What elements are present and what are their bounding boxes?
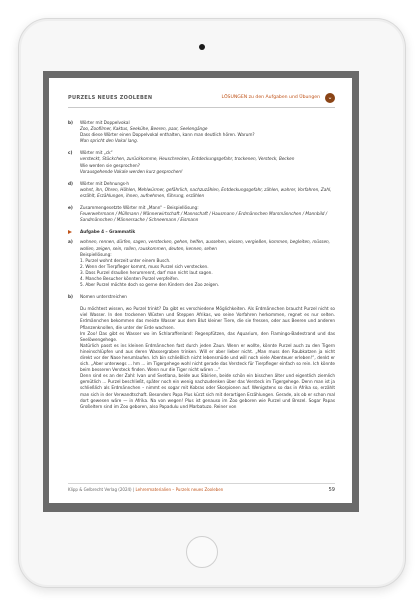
item-line: Feuerwehrmann / Müllmann / Männerwirtschaft / Mannschaft / Hausmann / Erdmännchen Marsmännchen / Mannbild / Sandmännchen / Männersache / Schneemann / Eismann <box>80 211 328 223</box>
header-book-title: PURZELS NEUES ZOOLEBEN <box>68 95 153 101</box>
item-line: Beispiellösung: <box>80 251 112 257</box>
answer-item <box>68 150 335 174</box>
answer-item <box>68 120 335 144</box>
footer-source: Lehrermaterialien – Purzels neues Zooleben <box>135 487 224 492</box>
story-text <box>68 306 335 410</box>
item-line: Man spricht den Vokal lang. <box>80 138 139 144</box>
item-line: Nomen unterstreichen <box>80 294 127 300</box>
item-line: Dass diese Wörter einen Doppelvokal enthalten, kann man deutlich hören. Warum? <box>80 132 255 138</box>
item-label: b) <box>68 120 73 125</box>
item-line: Wie werden sie gesprochen? <box>80 162 140 168</box>
tablet-screen <box>43 71 359 512</box>
document-page <box>49 78 352 503</box>
home-button[interactable] <box>186 536 218 568</box>
item-line: 3. Dass Purzel draußen herumrennt, darf man nicht laut sagen. <box>80 269 213 275</box>
item-label: e) <box>68 205 73 211</box>
answer-item <box>68 239 335 288</box>
item-label: d) <box>68 180 73 186</box>
item-line: Wörter mit Doppelvokal <box>80 120 130 125</box>
header-section-title: LÖSUNGEN zu den Aufgaben und Übungen <box>221 95 320 100</box>
section-title: Aufgabe 4 – Grammatik <box>80 229 136 235</box>
item-line: Zoo, Zoofilmer, Kaktus, Seekühe, Beeren, paar, Seelengänge <box>80 126 208 132</box>
item-line: 2. Wenn der Tierpfleger kommt, muss Purzel sich verstecken. <box>80 263 209 269</box>
item-label: c) <box>68 150 73 156</box>
item-line: Wörter mit „ck“ <box>80 150 113 156</box>
item-line: 4. Manche Besucher könnten Purzel verpfeifen. <box>80 275 180 281</box>
chevron-down-icon[interactable]: ⌄ <box>325 93 335 103</box>
answer-item <box>68 181 335 199</box>
front-camera <box>199 44 205 50</box>
item-label: b) <box>68 294 73 300</box>
footer-publisher: Klipp & Gelbrecht Verlag (2024) <box>68 487 132 492</box>
page-number: 59 <box>328 487 335 493</box>
item-line: 1. Purzel wohnt derzeit unter einem Busch. <box>80 257 171 263</box>
answer-item <box>68 294 335 300</box>
story-paragraph: Du möchtest wissen, wo Purzel trinkt? Da gibt es verschiedene Möglichkeiten. Als Erdmännchen braucht Purzel nicht so viel Wasser. In den trockenen Wüsten und Steppen Afrikas, wo seine Vorfahren herkommen, regnet es nur selten. Erdmännchen bekommen das meiste Wasser aus dem Blut kleiner Tiere, die sie fressen, oder aus Beeren und anderen Pflanzenknollen, die unter der Erde wachsen. <box>80 306 335 330</box>
item-line: Wörter mit Dehnungs-h <box>80 180 130 186</box>
item-line: 5. Aber Purzel möchte doch so gerne den Kindern den Zoo zeigen. <box>80 282 220 288</box>
page-header <box>68 93 335 108</box>
page-content <box>68 120 335 416</box>
story-paragraph: Denn sind es an der Zahl: Ivan und Svetlana, beide aus Sibirien, beide schön ein bisschen älter und eigentlich ziemlich gemütlich ... Purzel beschließt, später noch ein wenig nachzudenken über das Versteck im Tigergehege. Denn man ist ja schließlich als Erdmännchen – nimmt es sogar mit Kobras oder Skorpionen auf. Wenigstens so das in Afrika so, erzählt man sich in der Verwandtschaft. Besonders Papa Plus kürzt sich mit derartigen Erzählungen. Gerade, als ob er schon mal dort gewesen wäre — in Afrika. Na von wegen! Plus ist genauso im Zoo geboren wie Purzel und Brezel. Sogar Papas Großeltern sind im Zoo geboren, also Papadulu und Marbatuzo. Reiner von <box>80 373 335 409</box>
item-line: Vorausgehende Vokale werden kurz gesprochen! <box>80 168 183 174</box>
section-marker-icon <box>68 230 72 234</box>
answer-item <box>68 205 335 223</box>
item-line: wohnen, rennen, dürfen, sagen, verstecken, gehen, helfen, aussehen, wissen, vergießen, kommen, begleiten, müssen, wollen, zeigen, sein, rollen, rauskommen, deuten, kennen, sehen <box>80 239 331 251</box>
item-line: wohnt, ihn, Ohren, Höhlen, Mehlwürmer, gefährlich, nachzuzählen, Entdeckungsgefahr, zählen, wahrer, Vorfahren, Zahl, erzählt, Erzählungen, ihnen, aufnehmen, führung, erzählen <box>80 186 332 198</box>
page-footer: Klipp & Gelbrecht Verlag (2024) | Lehrermaterialien – Purzels neues Zooleben 59 <box>68 483 335 492</box>
item-line: Zusammengesetzte Wörter mit „Mann“ – Beispiellösung: <box>80 205 199 211</box>
story-paragraph: Im Zoo! Das gibt es Wasser wo im Schlaraffenland: Regenpfützen, das Aquarium, den Flamingo-Badestrand und das Seelöwengehege. <box>80 330 335 342</box>
item-label: a) <box>68 239 73 245</box>
section-heading <box>68 229 335 235</box>
item-line: versteckt, Stückchen, zurückkomme, Heuschrecken, Entdeckungsgefahr, trockenen, Versteck, Becken <box>80 156 295 162</box>
story-paragraph: Natürlich passt es ins kleinen Erdmännchen fast durch jeden Zaun. Wenn er wollte, könnte Purzel auch zu den Tigern hineinschlüpfen und aus deren Wassergraben trinken. Will er aber lieber nicht. „Man muss den Raubkatzen ja nicht direkt vor der Nase herumlaufen. Ich bin schließlich nicht lebensmüde und will noch viele Abenteuer erleben!“, denkt er sich. „Aber unterwegs ... hm ... im Tigergehege wohl nicht gerade das Versteck für Tierpfleger einfach so rein. Ich könnte beim besseren Versteck finden. Wenn nur die Tiger nicht wären ...“ <box>80 342 335 373</box>
